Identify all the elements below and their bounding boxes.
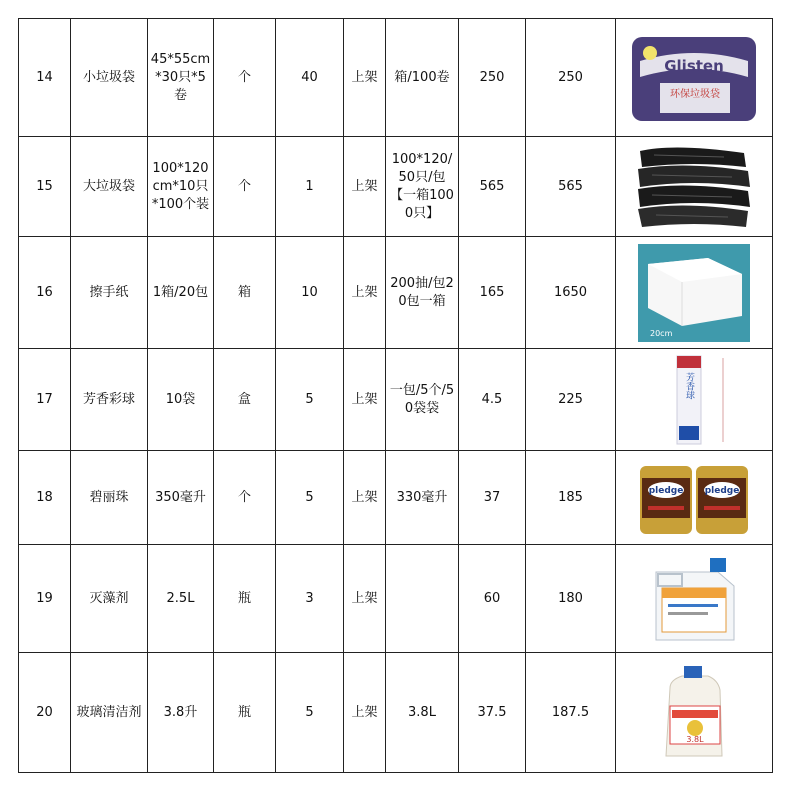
volume-text: 3.8L: [686, 734, 704, 744]
qty-text: 3: [305, 590, 314, 606]
total-text: 250: [558, 69, 583, 85]
total-text: 180: [558, 590, 583, 606]
name-text: 灭藻剂: [89, 590, 129, 606]
no-cell: [19, 19, 71, 137]
unit-text: 个: [237, 489, 251, 505]
no-cell: [19, 349, 71, 451]
spec-cell: [148, 19, 214, 137]
qty-text: 5: [305, 391, 314, 407]
pack-text: 200抽/包20包一箱: [390, 275, 454, 309]
pack-cell: [386, 451, 459, 545]
no-cell: [19, 237, 71, 349]
glass-cleaner-jug-icon: [656, 664, 732, 762]
no-text: 15: [36, 178, 53, 194]
spec-cell: [148, 237, 214, 349]
pack-cell: [386, 653, 459, 773]
price-cell: [459, 545, 526, 653]
spec-text: 2.5L: [166, 590, 195, 606]
spec-text: 350毫升: [155, 489, 206, 505]
status-text: 上架: [351, 489, 378, 505]
no-text: 18: [36, 489, 53, 505]
unit-text: 个: [237, 178, 251, 194]
price-text: 37: [483, 489, 501, 505]
total-text: 225: [558, 391, 583, 407]
qty-text: 5: [305, 489, 314, 505]
qty-cell: [276, 545, 344, 653]
size-text: 20cm: [650, 328, 673, 338]
name-text: 小垃圾袋: [82, 69, 135, 85]
spec-cell: [148, 653, 214, 773]
spec-text: 45*55cm*30只*5卷: [150, 51, 211, 103]
table-row: [19, 545, 773, 653]
name-cell: [71, 137, 148, 237]
status-text: 上架: [351, 391, 378, 407]
table-row: [19, 237, 773, 349]
pack-text: 100*120/50只/包【一箱1000只】: [390, 151, 454, 221]
table-row: [19, 19, 773, 137]
unit-cell: [214, 545, 276, 653]
price-cell: [459, 349, 526, 451]
no-cell: [19, 137, 71, 237]
table-row: [19, 451, 773, 545]
image-cell: [616, 237, 773, 349]
black-garbage-bags-icon: [634, 141, 754, 233]
image-cell: [616, 349, 773, 451]
pack-cell: [386, 349, 459, 451]
product-table: [18, 18, 773, 773]
name-text: 大垃圾袋: [82, 178, 135, 194]
unit-text: 瓶: [237, 704, 251, 720]
unit-cell: [214, 349, 276, 451]
no-text: 14: [36, 69, 53, 85]
no-cell: [19, 451, 71, 545]
spec-text: 3.8升: [163, 704, 198, 720]
status-text: 上架: [351, 69, 378, 85]
total-cell: [526, 137, 616, 237]
no-cell: [19, 653, 71, 773]
image-cell: [616, 545, 773, 653]
spec-text: 10袋: [165, 391, 196, 407]
pack-text: 330毫升: [396, 489, 448, 505]
unit-cell: [214, 19, 276, 137]
status-cell: [344, 237, 386, 349]
qty-text: 5: [305, 704, 314, 720]
price-cell: [459, 451, 526, 545]
no-text: 17: [36, 391, 53, 407]
pack-label-text: 芳香球: [684, 372, 694, 399]
total-cell: [526, 237, 616, 349]
status-cell: [344, 19, 386, 137]
unit-text: 瓶: [237, 590, 251, 606]
qty-cell: [276, 19, 344, 137]
price-text: 4.5: [481, 391, 503, 407]
qty-text: 40: [301, 69, 318, 85]
status-cell: [344, 349, 386, 451]
qty-cell: [276, 137, 344, 237]
total-cell: [526, 19, 616, 137]
total-cell: [526, 653, 616, 773]
pack-cell: [386, 137, 459, 237]
image-cell: [616, 451, 773, 545]
qty-cell: [276, 653, 344, 773]
status-text: 上架: [351, 704, 378, 720]
status-text: 上架: [351, 590, 378, 606]
spec-cell: [148, 545, 214, 653]
price-cell: [459, 19, 526, 137]
pack-text: 箱/100卷: [394, 69, 450, 85]
unit-cell: [214, 237, 276, 349]
pack-text: 一包/5个/50袋袋: [389, 382, 455, 416]
unit-cell: [214, 653, 276, 773]
name-text: 玻璃清洁剂: [76, 704, 142, 720]
garbage-bag-roll-icon: [630, 31, 758, 125]
pack-cell: [386, 545, 459, 653]
paper-towel-icon: [638, 244, 750, 342]
pack-cell: [386, 19, 459, 137]
qty-text: 10: [301, 284, 318, 300]
total-cell: [526, 349, 616, 451]
name-cell: [71, 349, 148, 451]
algaecide-jug-icon: [638, 552, 750, 646]
name-cell: [71, 545, 148, 653]
name-cell: [71, 19, 148, 137]
name-text: 碧丽珠: [89, 489, 129, 505]
qty-cell: [276, 451, 344, 545]
total-text: 185: [558, 489, 583, 505]
price-cell: [459, 653, 526, 773]
aroma-ball-icon: [659, 354, 729, 446]
status-cell: [344, 137, 386, 237]
qty-cell: [276, 237, 344, 349]
no-text: 20: [36, 704, 53, 720]
total-cell: [526, 451, 616, 545]
name-text: 芳香彩球: [82, 391, 135, 407]
unit-cell: [214, 451, 276, 545]
can-brand-text: pledge: [648, 485, 684, 496]
unit-text: 个: [237, 69, 251, 85]
status-text: 上架: [351, 178, 378, 194]
pack-text: 3.8L: [408, 704, 436, 720]
name-cell: [71, 451, 148, 545]
image-cell: [616, 137, 773, 237]
table-row: [19, 349, 773, 451]
pack-cell: [386, 237, 459, 349]
total-text: 187.5: [551, 704, 590, 720]
total-text: 1650: [553, 284, 588, 300]
name-text: 擦手纸: [89, 284, 129, 300]
no-text: 16: [36, 284, 53, 300]
bag-label-text: 环保垃圾袋: [670, 88, 720, 100]
price-text: 250: [479, 69, 505, 85]
spec-cell: [148, 349, 214, 451]
image-cell: [616, 19, 773, 137]
qty-text: 1: [305, 178, 314, 194]
table-row: [19, 137, 773, 237]
table-row: [19, 653, 773, 773]
name-cell: [71, 237, 148, 349]
price-text: 37.5: [477, 704, 507, 720]
total-text: 565: [558, 178, 583, 194]
image-cell: [616, 653, 773, 773]
polish-cans-icon: [636, 460, 752, 536]
status-cell: [344, 545, 386, 653]
spec-cell: [148, 137, 214, 237]
can-brand-text: pledge: [704, 485, 740, 496]
price-text: 60: [483, 590, 501, 606]
price-text: 165: [479, 284, 505, 300]
unit-text: 箱: [237, 284, 251, 300]
price-text: 565: [479, 178, 505, 194]
spec-text: 1箱/20包: [152, 284, 209, 300]
qty-cell: [276, 349, 344, 451]
unit-cell: [214, 137, 276, 237]
status-text: 上架: [351, 284, 378, 300]
spec-text: 100*120cm*10只*100个装: [151, 160, 210, 212]
name-cell: [71, 653, 148, 773]
no-text: 19: [36, 590, 53, 606]
no-cell: [19, 545, 71, 653]
total-cell: [526, 545, 616, 653]
unit-text: 盒: [237, 391, 251, 407]
spec-cell: [148, 451, 214, 545]
brand-text: Glisten: [664, 56, 724, 75]
status-cell: [344, 653, 386, 773]
price-cell: [459, 137, 526, 237]
price-cell: [459, 237, 526, 349]
status-cell: [344, 451, 386, 545]
